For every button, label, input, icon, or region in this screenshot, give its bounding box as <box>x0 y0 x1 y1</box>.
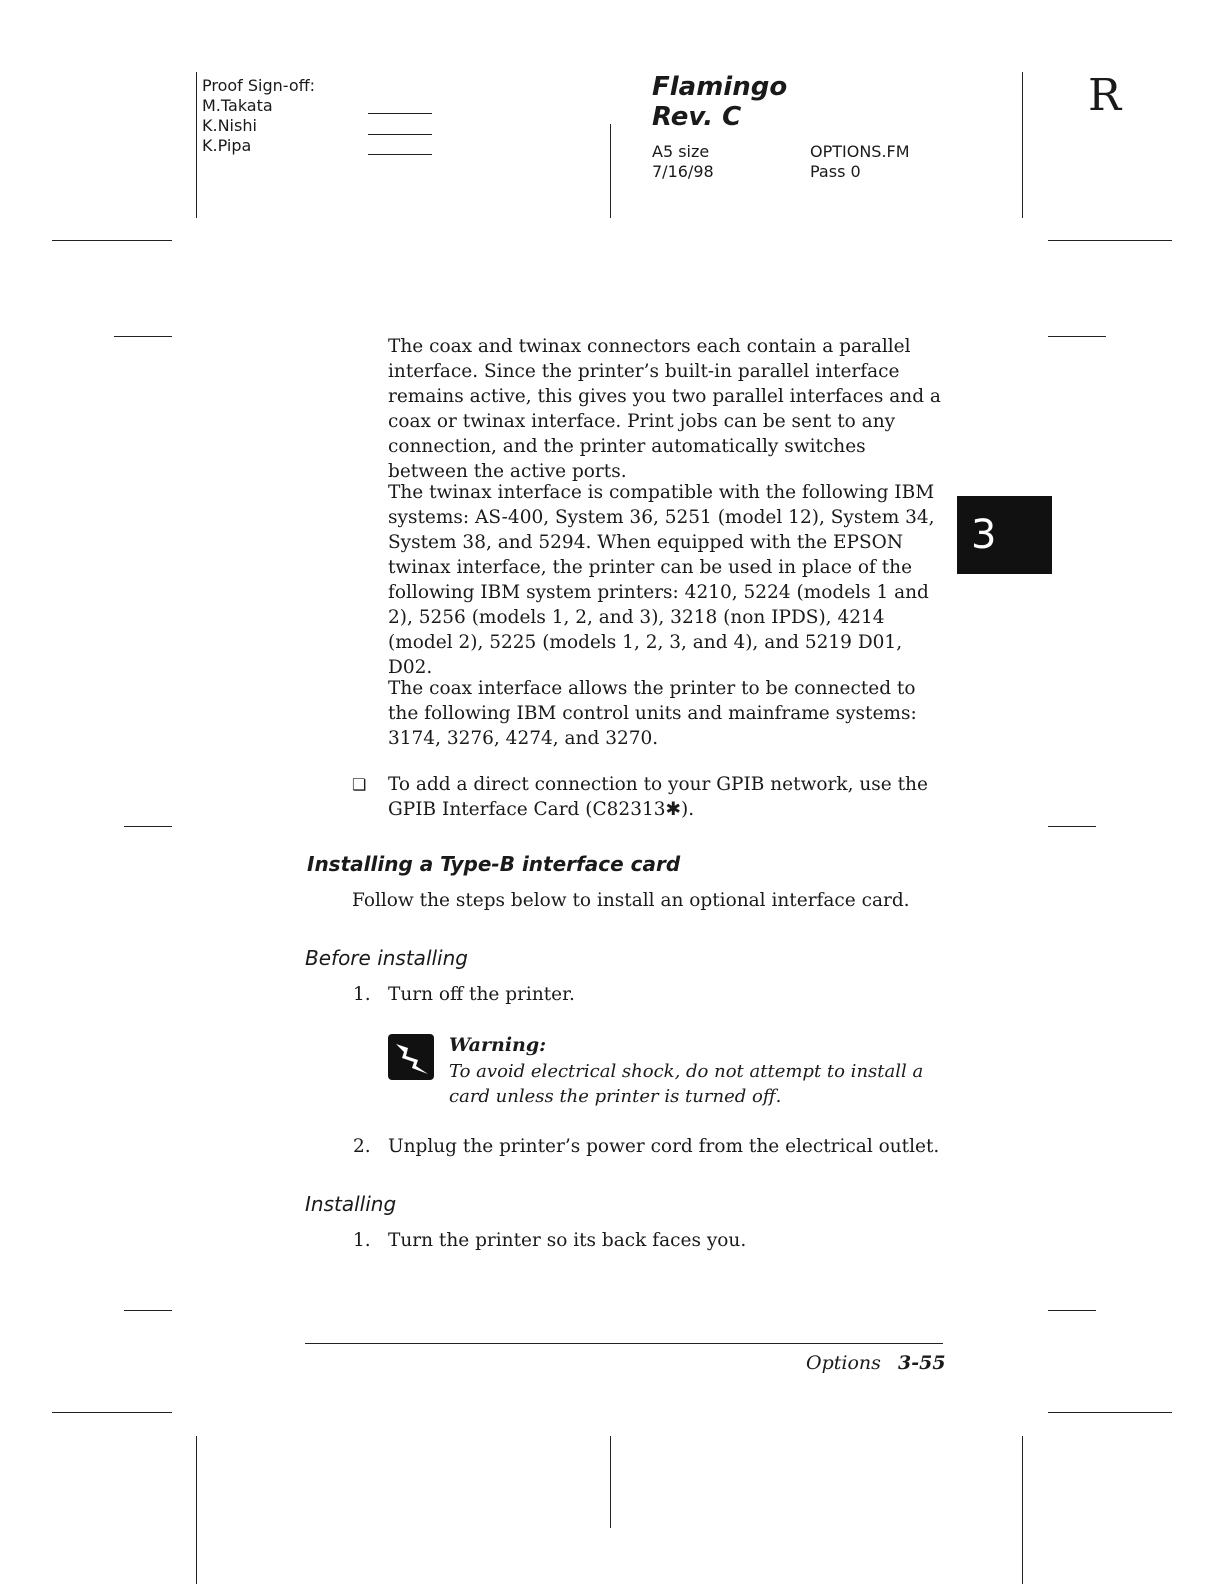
chapter-tab: 3 <box>957 496 1052 574</box>
revision-mark: R <box>1088 70 1122 121</box>
header-right-rule <box>1022 72 1023 218</box>
doc-date: 7/16/98 <box>652 162 714 181</box>
signoff-name: K.Pipa <box>202 136 252 155</box>
footer-right-rule <box>1022 1436 1023 1584</box>
crop-mark <box>114 336 172 337</box>
warning-text: To avoid electrical shock, do not attempt to install a card unless the printer is turned off. <box>449 1061 924 1107</box>
step-number: 1. <box>353 984 371 1005</box>
crop-mark <box>124 1310 172 1311</box>
warning-title: Warning: <box>449 1034 547 1056</box>
crop-mark <box>1048 826 1096 827</box>
crop-mark <box>1048 336 1106 337</box>
footer-center-rule <box>610 1436 611 1528</box>
doc-meta-right <box>810 142 910 182</box>
proof-signoff <box>202 76 315 156</box>
signature-line <box>368 154 432 155</box>
step-number: 2. <box>353 1136 371 1157</box>
crop-mark <box>1048 1310 1096 1311</box>
paragraph: The coax and twinax connectors each contain a parallel interface. Since the printer’s built-in parallel interface remains active, this gives you two parallel interfaces and a coax or twinax interface. Print jobs can be sent to any connection, and the printer automatically switches between the active ports. <box>388 336 941 482</box>
crop-mark <box>52 1412 172 1413</box>
crop-mark <box>52 240 172 241</box>
footer-section: Options <box>806 1352 881 1374</box>
page-size: A5 size <box>652 142 710 161</box>
subheading-before-installing: Before installing <box>305 946 468 970</box>
doc-title-line: Flamingo <box>652 72 788 102</box>
crop-mark <box>1048 1412 1172 1413</box>
header-center-rule <box>610 124 611 218</box>
step-text: Turn the printer so its back faces you. <box>388 1230 747 1251</box>
doc-revision: Rev. C <box>652 102 742 132</box>
signature-line <box>368 134 432 135</box>
step-number: 1. <box>353 1230 371 1251</box>
crop-mark <box>124 826 172 827</box>
paragraph: The twinax interface is compatible with the following IBM systems: AS-400, System 36, 5251 (model 12), System 34, System 38, and 5294. When equipped with the EPSON twinax interface, the printer can be used in place of the following IBM system printers: 4210, 5224 (models 1 and 2), 5256 (models 1, 2, and 3), 3218 (non IPDS), 4214 (model 2), 5225 (models 1, 2, 3, and 4), and 5219 D01, D02. <box>388 482 935 678</box>
pass-number: Pass 0 <box>810 162 861 181</box>
doc-title <box>652 72 787 132</box>
bullet-box-icon: ❏ <box>352 775 367 794</box>
bullet-text: To add a direct connection to your GPIB network, use the GPIB Interface Card (C82313✱). <box>388 774 928 820</box>
header-left-rule <box>196 72 197 218</box>
signoff-label: Proof Sign-off: <box>202 76 316 95</box>
crop-mark <box>1048 240 1172 241</box>
signature-line <box>368 113 432 114</box>
section-heading: Installing a Type-B interface card <box>307 852 681 876</box>
signoff-name: K.Nishi <box>202 116 257 135</box>
signoff-name: M.Takata <box>202 96 273 115</box>
footer-left-rule <box>196 1436 197 1584</box>
step-text: Unplug the printer’s power cord from the electrical outlet. <box>388 1136 940 1157</box>
paragraph: The coax interface allows the printer to be connected to the following IBM control units and mainframe systems: 3174, 3276, 4274, and 3270. <box>388 678 917 749</box>
doc-meta-left <box>652 142 714 182</box>
warning-shock-icon <box>388 1034 434 1080</box>
step-text: Turn off the printer. <box>388 984 575 1005</box>
footer-rule <box>305 1343 943 1344</box>
file-name: OPTIONS.FM <box>810 142 910 161</box>
section-intro: Follow the steps below to install an optional interface card. <box>352 890 910 911</box>
page-number: 3-55 <box>898 1352 946 1374</box>
subheading-installing: Installing <box>305 1192 397 1216</box>
